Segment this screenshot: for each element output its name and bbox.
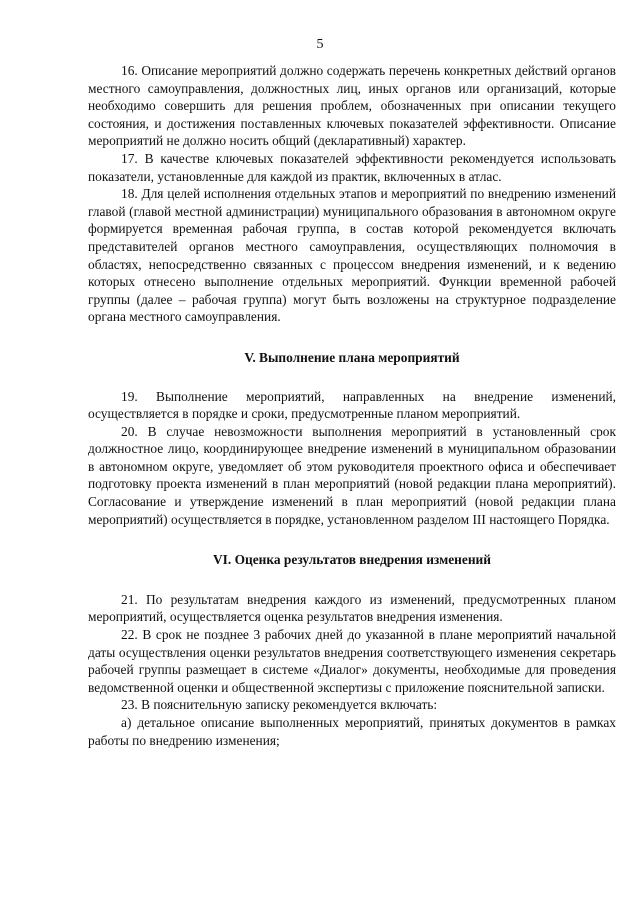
section-heading-vi: VI. Оценка результатов внедрения изменений xyxy=(213,552,491,568)
paragraph-22: 22. В срок не позднее 3 рабочих дней до указанной в плане мероприятий начальной даты осуществления оценки результатов внедрения соответствующего изменения секретарь рабочей группы размещает в системе «Диалог» документы, необходимые для проведения ведомственной оценки и общественной экспертизы с приложение пояснительной записки. xyxy=(88,627,616,695)
paragraph-17: 17. В качестве ключевых показателей эффективности рекомендуется использовать показатели, установленные для каждой из практик, включенных в атлас. xyxy=(88,150,616,184)
paragraph-18: 18. Для целей исполнения отдельных этапов и мероприятий по внедрению изменений главой (главой местной администрации) муниципального образования в автономном округе формируется временная рабочая группа, в состав которой рекомендуется включать представителей органов местного самоуправления, осуществляющих полномочия в областях, непосредственно связанных с процессом внедрения изменений, и к ведению которых отнесено выполнение отдельных мероприятий. Функции временной рабочей группы (далее – рабочая группа) могут быть возложены на структурное подразделение органа местного самоуправления. xyxy=(88,186,616,325)
document-body xyxy=(88,62,616,749)
paragraph-16: 16. Описание мероприятий должно содержать перечень конкретных действий органов местного самоуправления, должностных лиц, иных органов или организаций, которые необходимо совершить для решения проблем, обозначенных при описании текущего состояния, и достижения поставленных ключевых показателей эффективности. Описание мероприятий не должно носить общий (декларативный) характер. xyxy=(88,63,616,149)
paragraph-20: 20. В случае невозможности выполнения мероприятий в установленный срок должностное лицо, координирующее внедрение изменений в муниципальном образовании в автономном округе, уведомляет об этом руководителя проектного офиса и обеспечивает подготовку проекта изменений в план мероприятий (новой редакции плана мероприятий). Согласование и утверждение изменений в план мероприятий (новой редакции плана мероприятий) осуществляется в порядке, установленном разделом III настоящего Порядка. xyxy=(88,423,616,527)
page-number: 5 xyxy=(316,37,324,52)
paragraph-23: 23. В пояснительную записку рекомендуется включать: xyxy=(121,697,438,713)
paragraph-21: 21. По результатам внедрения каждого из изменений, предусмотренных планом мероприятий, осуществляется оценка результатов внедрения изменения. xyxy=(88,591,616,625)
paragraph-23a: а) детальное описание выполненных мероприятий, принятых документов в рамках работы по внедрению изменения; xyxy=(88,715,616,748)
paragraph-19: 19. Выполнение мероприятий, направленных на внедрение изменений, осуществляется в порядке и сроки, предусмотренные планом мероприятий. xyxy=(88,388,616,422)
section-heading-v: V. Выполнение плана мероприятий xyxy=(244,349,460,365)
